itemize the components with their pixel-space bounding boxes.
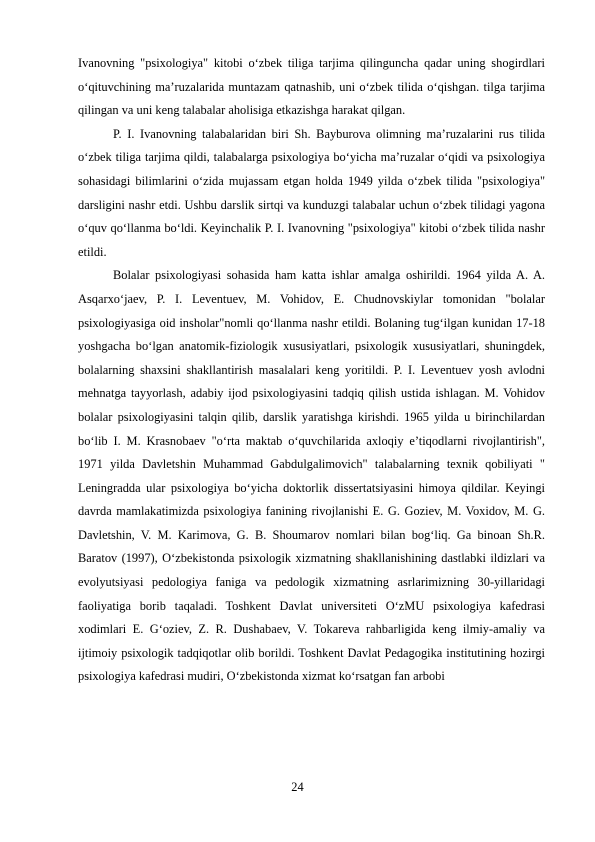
page-number: 24 [291,780,304,794]
paragraph-3: Bolalar psixologiyasi sohasida ham katta ishlar amalga oshirildi. 1964 yilda A. A. Asqarxo‘jaev, P. I. Leventuev, M. Vohidov, E. Chudnovskiylar tomonidan "bolalar psixologiyasiga oid insholar"nomli qo‘llanma nashr etildi. Bolaning tug‘ilgan kunidan 17-18 yoshgacha bo‘lgan anatomik-fiziologik xususiyatlari, psixologik xususiyatlari, shuningdek, bolalarning shaxsini shakllantirish masalalari keng yoritildi. P. I. Leventuev yosh avlodni mehnatga tayyorlash, adabiy ijod psixologiyasini tadqiq qilish ustida ishlagan. M. Vohidov bolalar psixologiyasini talqin qilib, darslik yaratishga kirishdi. 1965 yilda u birinchilardan bo‘lib I. M. Krasnobaev "o‘rta maktab o‘quvchilarida axloqiy e’tiqodlarni rivojlantirish", 1971 yilda Davletshin Muhammad Gabdulgalimovich" talabalarning texnik qobiliyati " Leningradda ular psixologiya bo‘yicha doktorlik dissertatsiyasini himoya qildilar. Keyingi davrda mamlakatimizda psixologiya fanining rivojlanishi E. G. Goziev, M. Voxidov, M. G. Davletshin, V. M. Karimova, G. B. Shoumarov nomlari bilan bog‘liq. Ga binoan Sh.R. Baratov (1997), O‘zbekistonda psixologik xizmatning shakllanishining dastlabki ildizlari va evolyutsiyasi pedologiya faniga va pedologik xizmatning asrlarimizning 30-yillaridagi faoliyatiga borib taqaladi. Toshkent Davlat universiteti O‘zMU psixologiya kafedrasi xodimlari E. G‘oziev, Z. R. Dushabaev, V. Tokareva rahbarligida keng ilmiy-amaliy va ijtimoiy psixologik tadqiqotlar olib borildi. Toshkent Davlat Pedagogika institutining hozirgi psixologiya kafedrasi mudiri, O‘zbekistonda xizmat ko‘rsatgan fan arbobi [78,268,545,684]
paragraph-1: Ivanovning "psixologiya" kitobi o‘zbek tiliga tarjima qilinguncha qadar uning shogirdlari o‘qituvchining ma’ruzalarida muntazam qatnashib, uni o‘zbek tilida o‘qishgan. tilga tarjima qilingan va uni keng talabalar aholisiga etkazishga harakat qilgan. [78,56,545,118]
paragraph-2: P. I. Ivanovning talabalaridan biri Sh. Bayburova olimning ma’ruzalarini rus tilida o‘zbek tiliga tarjima qildi, talabalarga psixologiya bo‘yicha ma’ruzalar o‘qidi va psixologiya sohasidagi bilimlarini o‘zida mujassam etgan holda 1949 yilda o‘zbek tilida "psixologiya" darsligini nashr etdi. Ushbu darslik sirtqi va kunduzgi talabalar uchun o‘zbek tilidagi yagona o‘quv qo‘llanma bo‘ldi. Keyinchalik P. I. Ivanovning "psixologiya" kitobi o‘zbek tilida nashr etildi. [78,126,545,259]
document-body [78,52,545,689]
